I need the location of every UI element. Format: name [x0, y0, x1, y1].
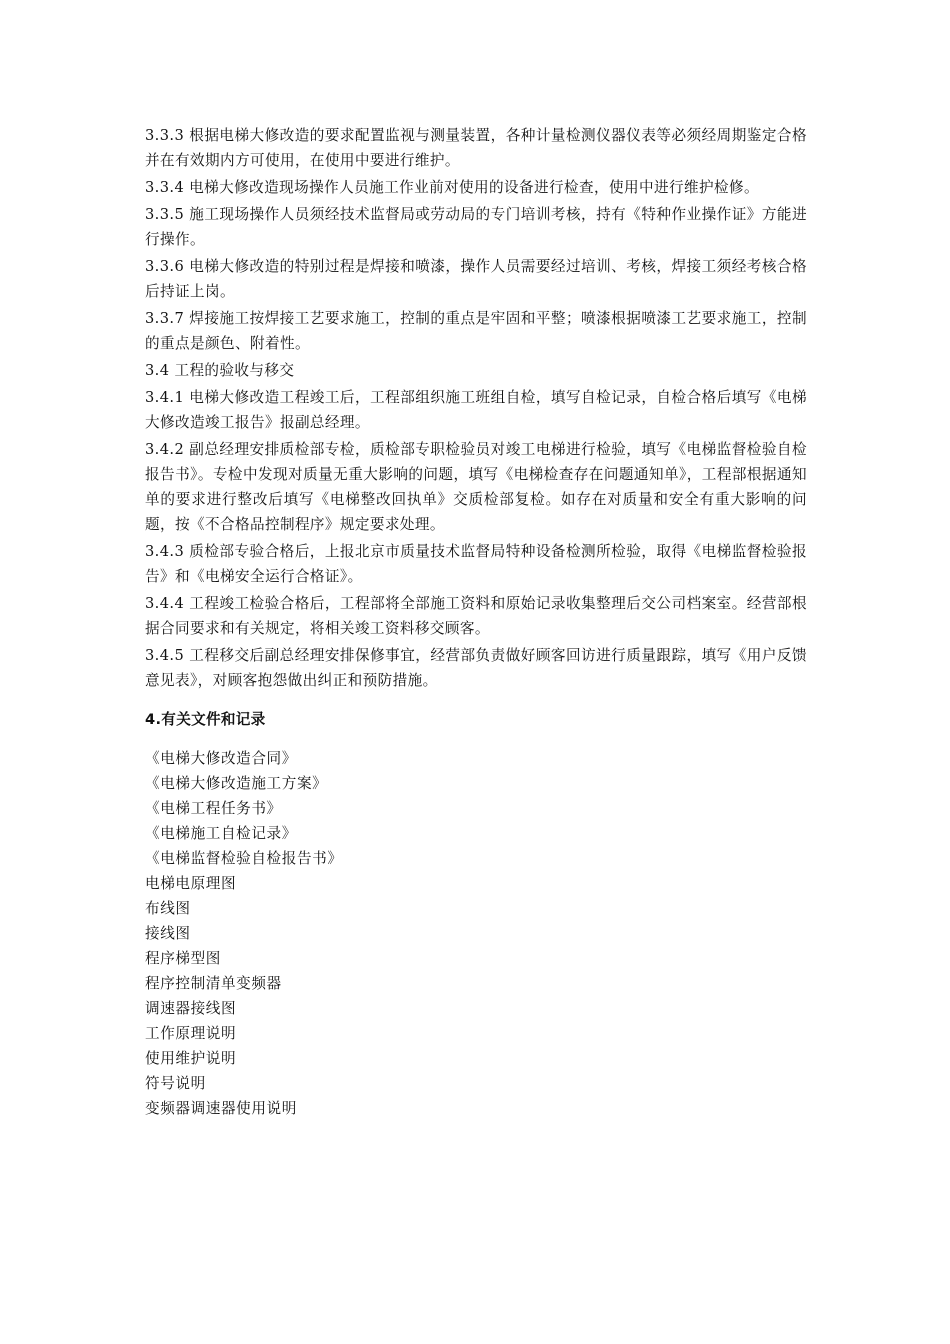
- paragraph-3-4-4: 3.4.4 工程竣工检验合格后，工程部将全部施工资料和原始记录收集整理后交公司档案室。经营部根据合同要求和有关规定，将相关竣工资料移交顾客。: [145, 595, 807, 637]
- section-4-heading: 4.有关文件和记录: [145, 711, 266, 728]
- list-item: 《电梯施工自检记录》: [145, 825, 297, 842]
- list-item: 调速器接线图: [145, 1000, 237, 1017]
- paragraph-3-3-6: 3.3.6 电梯大修改造的特别过程是焊接和喷漆，操作人员需要经过培训、考核，焊接工须经考核合格后持证上岗。: [145, 258, 807, 300]
- list-item: 使用维护说明: [145, 1050, 237, 1067]
- list-item: 电梯电原理图: [145, 875, 237, 892]
- list-item: 程序控制清单变频器: [145, 975, 282, 992]
- records-list: [145, 746, 807, 1121]
- list-item: 布线图: [145, 900, 191, 917]
- list-item: 《电梯大修改造合同》: [145, 750, 297, 767]
- list-item: 《电梯工程任务书》: [145, 800, 282, 817]
- paragraph-3-4-3: 3.4.3 质检部专验合格后，上报北京市质量技术监督局特种设备检测所检验，取得《电梯监督检验报告》和《电梯安全运行合格证》。: [145, 543, 807, 585]
- list-item: 接线图: [145, 925, 191, 942]
- list-item: 《电梯监督检验自检报告书》: [145, 850, 343, 867]
- paragraph-3-3-5: 3.3.5 施工现场操作人员须经技术监督局或劳动局的专门培训考核，持有《特种作业操作证》方能进行操作。: [145, 206, 807, 248]
- paragraph-3-3-3: 3.3.3 根据电梯大修改造的要求配置监视与测量装置，各种计量检测仪器仪表等必须经周期鉴定合格并在有效期内方可使用，在使用中要进行维护。: [145, 127, 807, 169]
- list-item: 工作原理说明: [145, 1025, 237, 1042]
- paragraph-3-4-5: 3.4.5 工程移交后副总经理安排保修事宜，经营部负责做好顾客回访进行质量跟踪，填写《用户反馈意见表》，对顾客抱怨做出纠正和预防措施。: [145, 647, 807, 689]
- document-page: [145, 123, 807, 1121]
- list-item: 变频器调速器使用说明: [145, 1100, 297, 1117]
- paragraph-3-3-4: 3.3.4 电梯大修改造现场操作人员施工作业前对使用的设备进行检查，使用中进行维护检修。: [145, 179, 759, 196]
- list-item: 《电梯大修改造施工方案》: [145, 775, 328, 792]
- list-item: 符号说明: [145, 1075, 206, 1092]
- paragraph-3-3-7: 3.3.7 焊接施工按焊接工艺要求施工，控制的重点是牢固和平整；喷漆根据喷漆工艺要求施工，控制的重点是颜色、附着性。: [145, 310, 807, 352]
- paragraph-3-4-1: 3.4.1 电梯大修改造工程竣工后，工程部组织施工班组自检，填写自检记录，自检合格后填写《电梯大修改造竣工报告》报副总经理。: [145, 389, 807, 431]
- section-3-4-heading: 3.4 工程的验收与移交: [145, 362, 295, 379]
- paragraph-3-4-2: 3.4.2 副总经理安排质检部专检，质检部专职检验员对竣工电梯进行检验，填写《电梯监督检验自检报告书》。专检中发现对质量无重大影响的问题，填写《电梯检查存在问题通知单》，工程部根据通知单的要求进行整改后填写《电梯整改回执单》交质检部复检。如存在对质量和安全有重大影响的问题，按《不合格品控制程序》规定要求处理。: [145, 441, 807, 533]
- list-item: 程序梯型图: [145, 950, 221, 967]
